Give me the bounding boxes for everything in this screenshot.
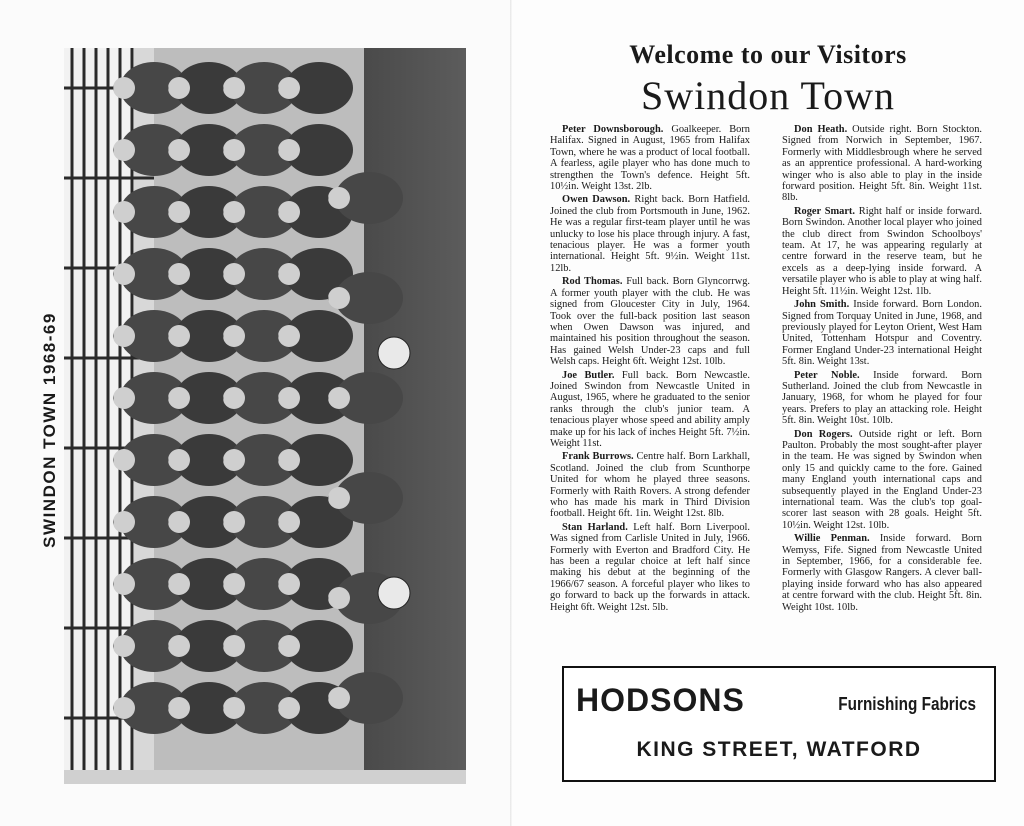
player-head [113, 449, 135, 471]
player-description: Full back. Born Newcastle. Joined Swindon from Newcastle United in August, 1965, where he graduated to the senior ranks through the club's junior team. A tenacious player whose speed and ability amply make up for his lack of inches Height 5ft. 7½in. Weight 11st. [550, 369, 750, 449]
player-head [278, 573, 300, 595]
player-head [278, 697, 300, 719]
player-head [113, 697, 135, 719]
player-bio [782, 299, 982, 367]
player-head [278, 77, 300, 99]
player-head [168, 635, 190, 657]
player-head [168, 77, 190, 99]
player-head [168, 573, 190, 595]
player-description: Right back. Born Hatfield. Joined the club from Portsmouth in June, 1962. He was a regular first-team player until he was unlucky to lose his place through injury. A fast, tenacious player. He was a former youth international. Height 5ft. 9½in. Weight 11st. 12lb. [550, 194, 750, 274]
player-bio [550, 124, 750, 192]
hodsons-advert [562, 666, 996, 782]
player-head [278, 449, 300, 471]
player-head [113, 77, 135, 99]
player-name: Don Heath. [794, 124, 848, 135]
player-bio [550, 194, 750, 274]
player-head [168, 325, 190, 347]
player-head [278, 325, 300, 347]
player-name: Roger Smart. [794, 205, 855, 217]
player-name: Owen Dawson. [562, 194, 631, 206]
player-description: Outside right. Born Stockton. Signed from Norwich in September, 1967. Formerly with Middlesbrough where he served as an apprentice professional. A hard-working winger who is also able to play in the inside forward position. Height 5ft. 8in. Weight 11st. 8lb. [782, 124, 982, 204]
page-heading: Welcome to our Visitors [629, 40, 907, 69]
team-photo-image [64, 48, 466, 784]
player-head [328, 487, 350, 509]
player-head [223, 449, 245, 471]
player-head [328, 587, 350, 609]
player-head [168, 139, 190, 161]
advert-name: HODSONS [576, 682, 745, 718]
player-description: Outside right or left. Born Paulton. Probably the most sought-after player in the team. He was signed by Swindon when only 15 and quickly came to the fore. Gained many England youth international caps and subsequently played in the England Under-23 international team. Was the club's top goal-scorer last season with 28 goals. Height 5ft. 10½in. Weight 12st. 10lb. [782, 428, 982, 531]
player-head [168, 697, 190, 719]
player-bio [782, 206, 982, 297]
player-head [113, 325, 135, 347]
player-head [278, 201, 300, 223]
player-bio [782, 429, 982, 532]
player-bio [782, 124, 982, 204]
player-head [168, 387, 190, 409]
player-head [223, 325, 245, 347]
advert-address: KING STREET, WATFORD [636, 738, 922, 761]
player-bio [550, 451, 750, 519]
player-head [278, 263, 300, 285]
player-name: Joe Butler. [562, 369, 615, 381]
player-bio [550, 276, 750, 367]
player-head [328, 387, 350, 409]
player-head [113, 263, 135, 285]
bio-column-right [782, 124, 982, 615]
player-head [223, 77, 245, 99]
player-description: Left half. Born Liverpool. Was signed from Carlisle United in July, 1966. Formerly with Everton and Bradford City. He has been a regular choice at left half since making his debut at the beginning of the 1966/67 season. A forceful player who likes to go forward to back up the forwards in attack. Height 6ft. Weight 12st. 5lb. [550, 521, 750, 613]
bio-column-left [550, 124, 750, 615]
advert-tagline: Furnishing Fabrics [838, 694, 976, 714]
player-head [223, 139, 245, 161]
player-head [223, 697, 245, 719]
player-head [328, 187, 350, 209]
player-head [278, 139, 300, 161]
player-head [278, 387, 300, 409]
player-description: Inside forward. Born Wemyss, Fife. Signed from Newcastle United in September, 1966, for a considerable fee. Formerly with Glasgow Rangers. A clever ball-playing inside forward who has also appeared at centre forward with the club. Height 5ft. 8in. Weight 10st. 10lb. [782, 533, 982, 613]
player-head [113, 201, 135, 223]
player-head [223, 635, 245, 657]
player-bio [782, 370, 982, 427]
player-head [223, 573, 245, 595]
player-description: Goalkeeper. Born Halifax. Signed in August, 1965 from Halifax Town, where he was a product of local football. A fearless, agile player who has done much to strengthen the Town's defence. Height 5ft. 10½in. Weight 13st. 2lb. [550, 124, 750, 193]
club-title: Swindon Town [640, 73, 896, 118]
player-head [223, 511, 245, 533]
player-name: Willie Penman. [794, 533, 870, 545]
player-name: Rod Thomas. [562, 276, 623, 288]
player-description: Full back. Born Glyncorrwg. A former youth player with the club. He was signed from Gloucester City in July, 1964. Took over the full-back position last season when Owen Dawson was injured, and maintained his position throughout the season. Has gained Welsh Under-23 caps and full Welsh caps. Height 6ft. Weight 12st. 10lb. [550, 276, 750, 368]
player-head [328, 287, 350, 309]
player-head [223, 263, 245, 285]
player-head [113, 387, 135, 409]
player-name: John Smith. [794, 299, 850, 311]
player-name: Peter Downsborough. [562, 124, 664, 135]
player-head [168, 263, 190, 285]
player-name: Don Rogers. [794, 428, 853, 440]
team-photo [64, 48, 466, 784]
caption-title: SWINDON TOWN 1968-69 [40, 312, 59, 548]
player-head [328, 687, 350, 709]
player-head [278, 635, 300, 657]
player-head [168, 201, 190, 223]
player-head [223, 387, 245, 409]
player-name: Stan Harland. [562, 521, 628, 533]
player-description: Inside forward. Born Sutherland. Joined the club from Newcastle in January, 1968, for whom he played for four years. Prefers to play an attacking role. Height 5ft. 8in. Weight 10st. 10lb. [782, 369, 982, 427]
player-name: Peter Noble. [794, 369, 860, 381]
player-head [113, 139, 135, 161]
player-bio [782, 533, 982, 613]
player-description: Right half or inside forward. Born Swindon. Another local player who joined the club direct from Swindon Schoolboys' team. At 17, he was appearing regularly at centre forward in the reserve team, but he excels as a deep-lying inside forward. A versatile player who is able to play at wing half. Height 5ft. 11½in. Weight 12st. 1lb. [782, 205, 983, 297]
player-name: Frank Burrows. [562, 451, 634, 463]
player-head [278, 511, 300, 533]
player-description: Inside forward. Born London. Signed from Torquay United in June, 1968, and previously played for Leyton Orient, West Ham United, Tottenham Hotspur and Coventry. Former England Under-23 international Height 5ft. 8in. Weight 13st. [782, 299, 982, 368]
player-head [168, 511, 190, 533]
player-head [168, 449, 190, 471]
player-head [223, 201, 245, 223]
player-description: Centre half. Born Larkhall, Scotland. Joined the club from Scunthorpe United for whom he played three seasons. Formerly with Raith Rovers. A strong defender who has made his mark in Third Division football. Height 6ft. 1in. Weight 12st. 8lb. [550, 451, 750, 520]
player-bio [550, 370, 750, 450]
player-head [113, 511, 135, 533]
player-head [113, 635, 135, 657]
player-bio [550, 522, 750, 613]
player-head [113, 573, 135, 595]
